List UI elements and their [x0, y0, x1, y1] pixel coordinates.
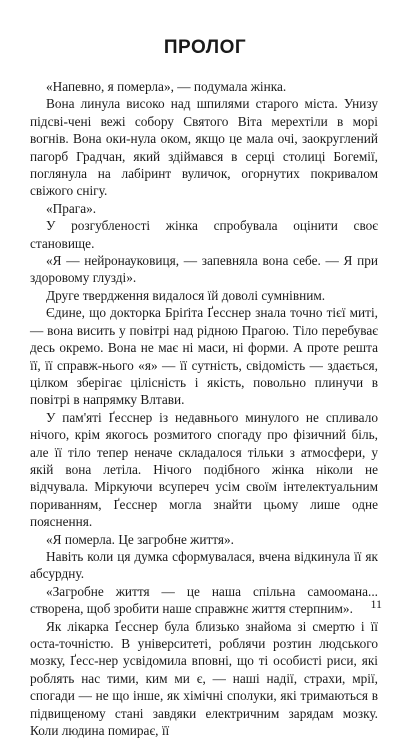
paragraph: Як лікарка Ґесснер була близько знайома зі смертю і її оста-точністю. В університеті, роблячи розтин людського мозку, Ґесс-нер усвідомила вповні, що ті особисті риси, які роблять нас тими, ким ми є, — наші надії, страхи, мрії, спогади — не що інше, як хімічні сполуки, які тримаються в підвищеному стані завдяки електричним зарядам мозку. Коли людина помирає, її: [30, 618, 378, 739]
page-body: [30, 78, 378, 739]
chapter-title: ПРОЛОГ: [163, 37, 247, 58]
paragraph: Друге твердження видалося їй доволі сумнівним.: [46, 287, 326, 303]
paragraph: У пам'яті Ґесснер із недавнього минулого не спливало нічого, крім якогось розмитого спогаду про фізичний біль, але її тіло тепер неначе складалося тільки з атмосфери, у якій вона летіла. Нічого подібного жінка ніколи не відчувала. Міркуючи всупереч усім своїм інтелектуальним пориванням, Ґесснер могла знайти цьому лише одне пояснення.: [30, 409, 378, 530]
paragraph: Єдине, що докторка Бріґіта Ґесснер знала точно тієї миті, — вона висить у повітрі над рідною Прагою. Тіло перебуває десь окремо. Вона не має ні маси, ні форми. А проте решта її, її справж-нього «я» — її сутність, свідомість — здається, цілком зберігає цілісність і якість, повольно плинучи в повітрі в напрямку Влтави.: [30, 305, 378, 408]
paragraph: «Я померла. Це загробне життя».: [46, 531, 235, 547]
paragraph: «Прага».: [46, 200, 97, 216]
paragraph: «Загробне життя — це наша спільна самоомана... створена, щоб зробити наше справжнє життя стерпним».: [30, 583, 378, 617]
paragraph: Навіть коли ця думка сформувалася, вчена відкинула її як абсурдну.: [30, 548, 378, 582]
page-number: 11: [370, 597, 382, 611]
paragraph: «Я — нейронауковиця, — запевняла вона себе. — Я при здоровому глузді».: [30, 253, 378, 286]
paragraph: «Напевно, я померла», — подумала жінка.: [46, 79, 287, 94]
paragraph: Вона линула високо над шпилями старого міста. Унизу підсві-чені вежі собору Святого Віта мерехтіли в морі вогнів. Вона оки-нула оком, якщо це мала очі, заокруглений пагорб Градчан, який здіймався в серці столиці Богемії, поглянула на лабіринт вуличок, огорнутих покривалом свіжого снігу.: [30, 96, 378, 199]
paragraph: У розгубленості жінка спробувала оцінити своє становище.: [30, 218, 378, 251]
